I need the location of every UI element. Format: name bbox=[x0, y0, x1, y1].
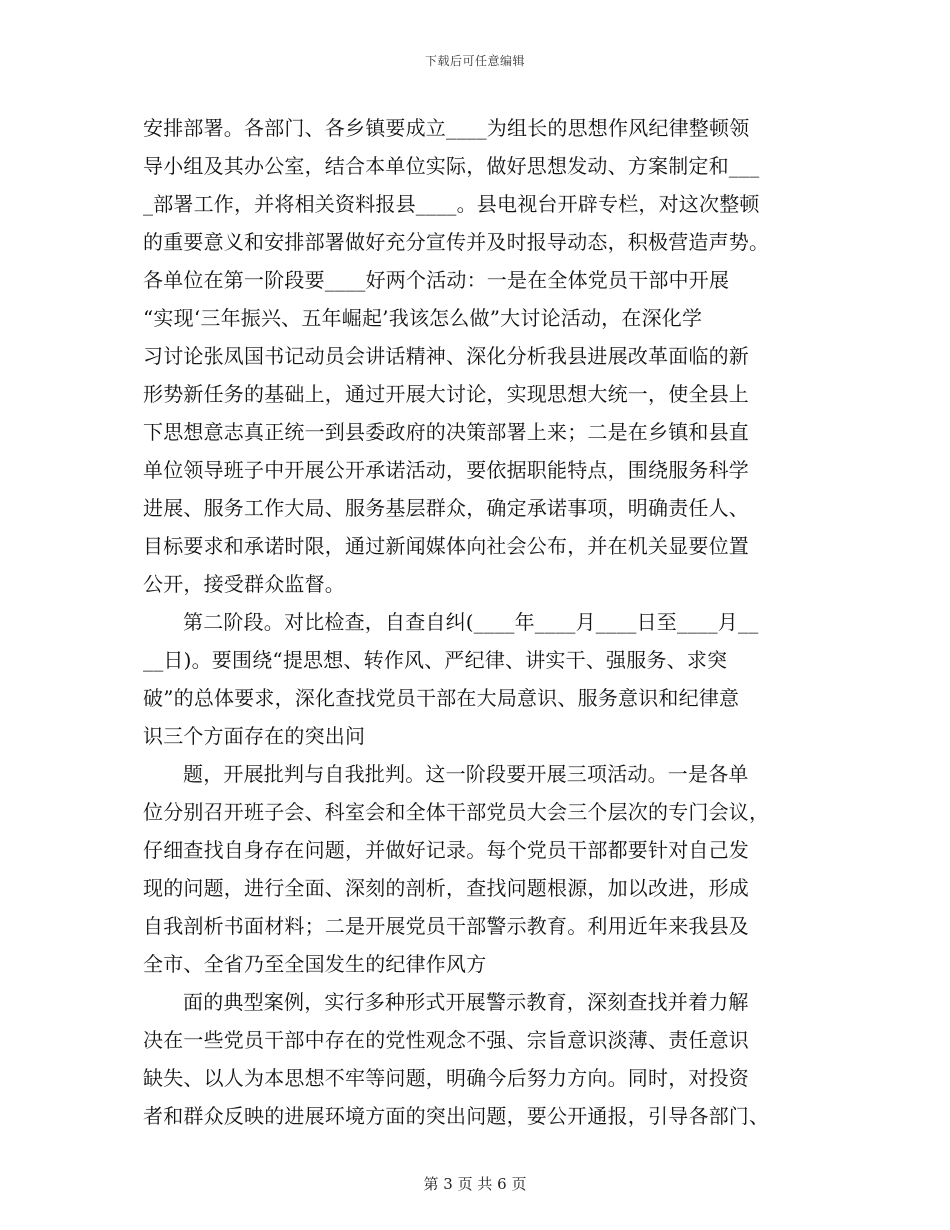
text-line: 破”的总体要求，深化查找党员干部在大局意识、服务意识和纪律意 bbox=[143, 686, 740, 710]
text-line: 目标要求和承诺时限，通过新闻媒体向社会公布，并在机关显要位置 bbox=[143, 534, 749, 558]
text-line: __日)。要围绕“提思想、转作风、严纪律、讲实干、强服务、求突 bbox=[143, 648, 728, 672]
paragraph-start-line: 第二阶段。对比检查，自查自纠(____年____月____日至____月__ bbox=[183, 610, 759, 634]
text-line: 单位领导班子中开展公开承诺活动，要依据职能特点，围绕服务科学 bbox=[143, 458, 749, 482]
text-line: 导小组及其办公室，结合本单位实际，做好思想发动、方案制定和___ bbox=[143, 154, 760, 178]
paragraph-start-line: 题，开展批判与自我批判。这一阶段要开展三项活动。一是各单 bbox=[183, 762, 749, 786]
text-line: 公开，接受群众监督。 bbox=[143, 572, 345, 596]
text-line: 各单位在第一阶段要____好两个活动：一是在全体党员干部中开展 bbox=[143, 268, 730, 292]
text-line: 识三个方面存在的突出问 bbox=[143, 724, 366, 748]
text-line: 者和群众反映的进展环境方面的突出问题，要公开通报，引导各部门、 bbox=[143, 1104, 770, 1128]
text-line: 现的问题，进行全面、深刻的剖析，查找问题根源，加以改进，形成 bbox=[143, 876, 749, 900]
paragraph-start-line: 面的典型案例，实行多种形式开展警示教育，深刻查找并着力解 bbox=[183, 990, 749, 1014]
page-number: 第 3 页 共 6 页 bbox=[423, 1175, 527, 1193]
text-line: 安排部署。各部门、各乡镇要成立____为组长的思想作风纪律整顿领 bbox=[143, 116, 750, 140]
text-line: 进展、服务工作大局、服务基层群众，确定承诺事项，明确责任人、 bbox=[143, 496, 749, 520]
text-line: 全市、全省乃至全国发生的纪律作风方 bbox=[143, 952, 487, 976]
document-body bbox=[143, 109, 807, 1135]
text-line: 位分别召开班子会、科室会和全体干部党员大会三个层次的专门会议， bbox=[143, 800, 770, 824]
text-line: 自我剖析书面材料；二是开展党员干部警示教育。利用近年来我县及 bbox=[143, 914, 749, 938]
text-line: _部署工作，并将相关资料报县____。县电视台开辟专栏，对这次整顿 bbox=[143, 192, 760, 216]
text-line: 形势新任务的基础上，通过开展大讨论，实现思想大统一，使全县上 bbox=[143, 382, 749, 406]
page-header-note: 下载后可任意编辑 bbox=[424, 54, 525, 68]
text-line: 下思想意志真正统一到县委政府的决策部署上来；二是在乡镇和县直 bbox=[143, 420, 749, 444]
text-line: 习讨论张凤国书记动员会讲话精神、深化分析我县进展改革面临的新 bbox=[143, 344, 749, 368]
text-line: 仔细查找自身存在问题，并做好记录。每个党员干部都要针对自己发 bbox=[143, 838, 749, 862]
text-line: 缺失、以人为本思想不牢等问题，明确今后努力方向。同时，对投资 bbox=[143, 1066, 749, 1090]
text-line: 决在一些党员干部中存在的党性观念不强、宗旨意识淡薄、责任意识 bbox=[143, 1028, 749, 1052]
text-line: “实现‘三年振兴、五年崛起’我该怎么做”大讨论活动，在深化学 bbox=[143, 306, 703, 330]
text-line: 的重要意义和安排部署做好充分宣传并及时报导动态，积极营造声势。 bbox=[143, 230, 770, 254]
